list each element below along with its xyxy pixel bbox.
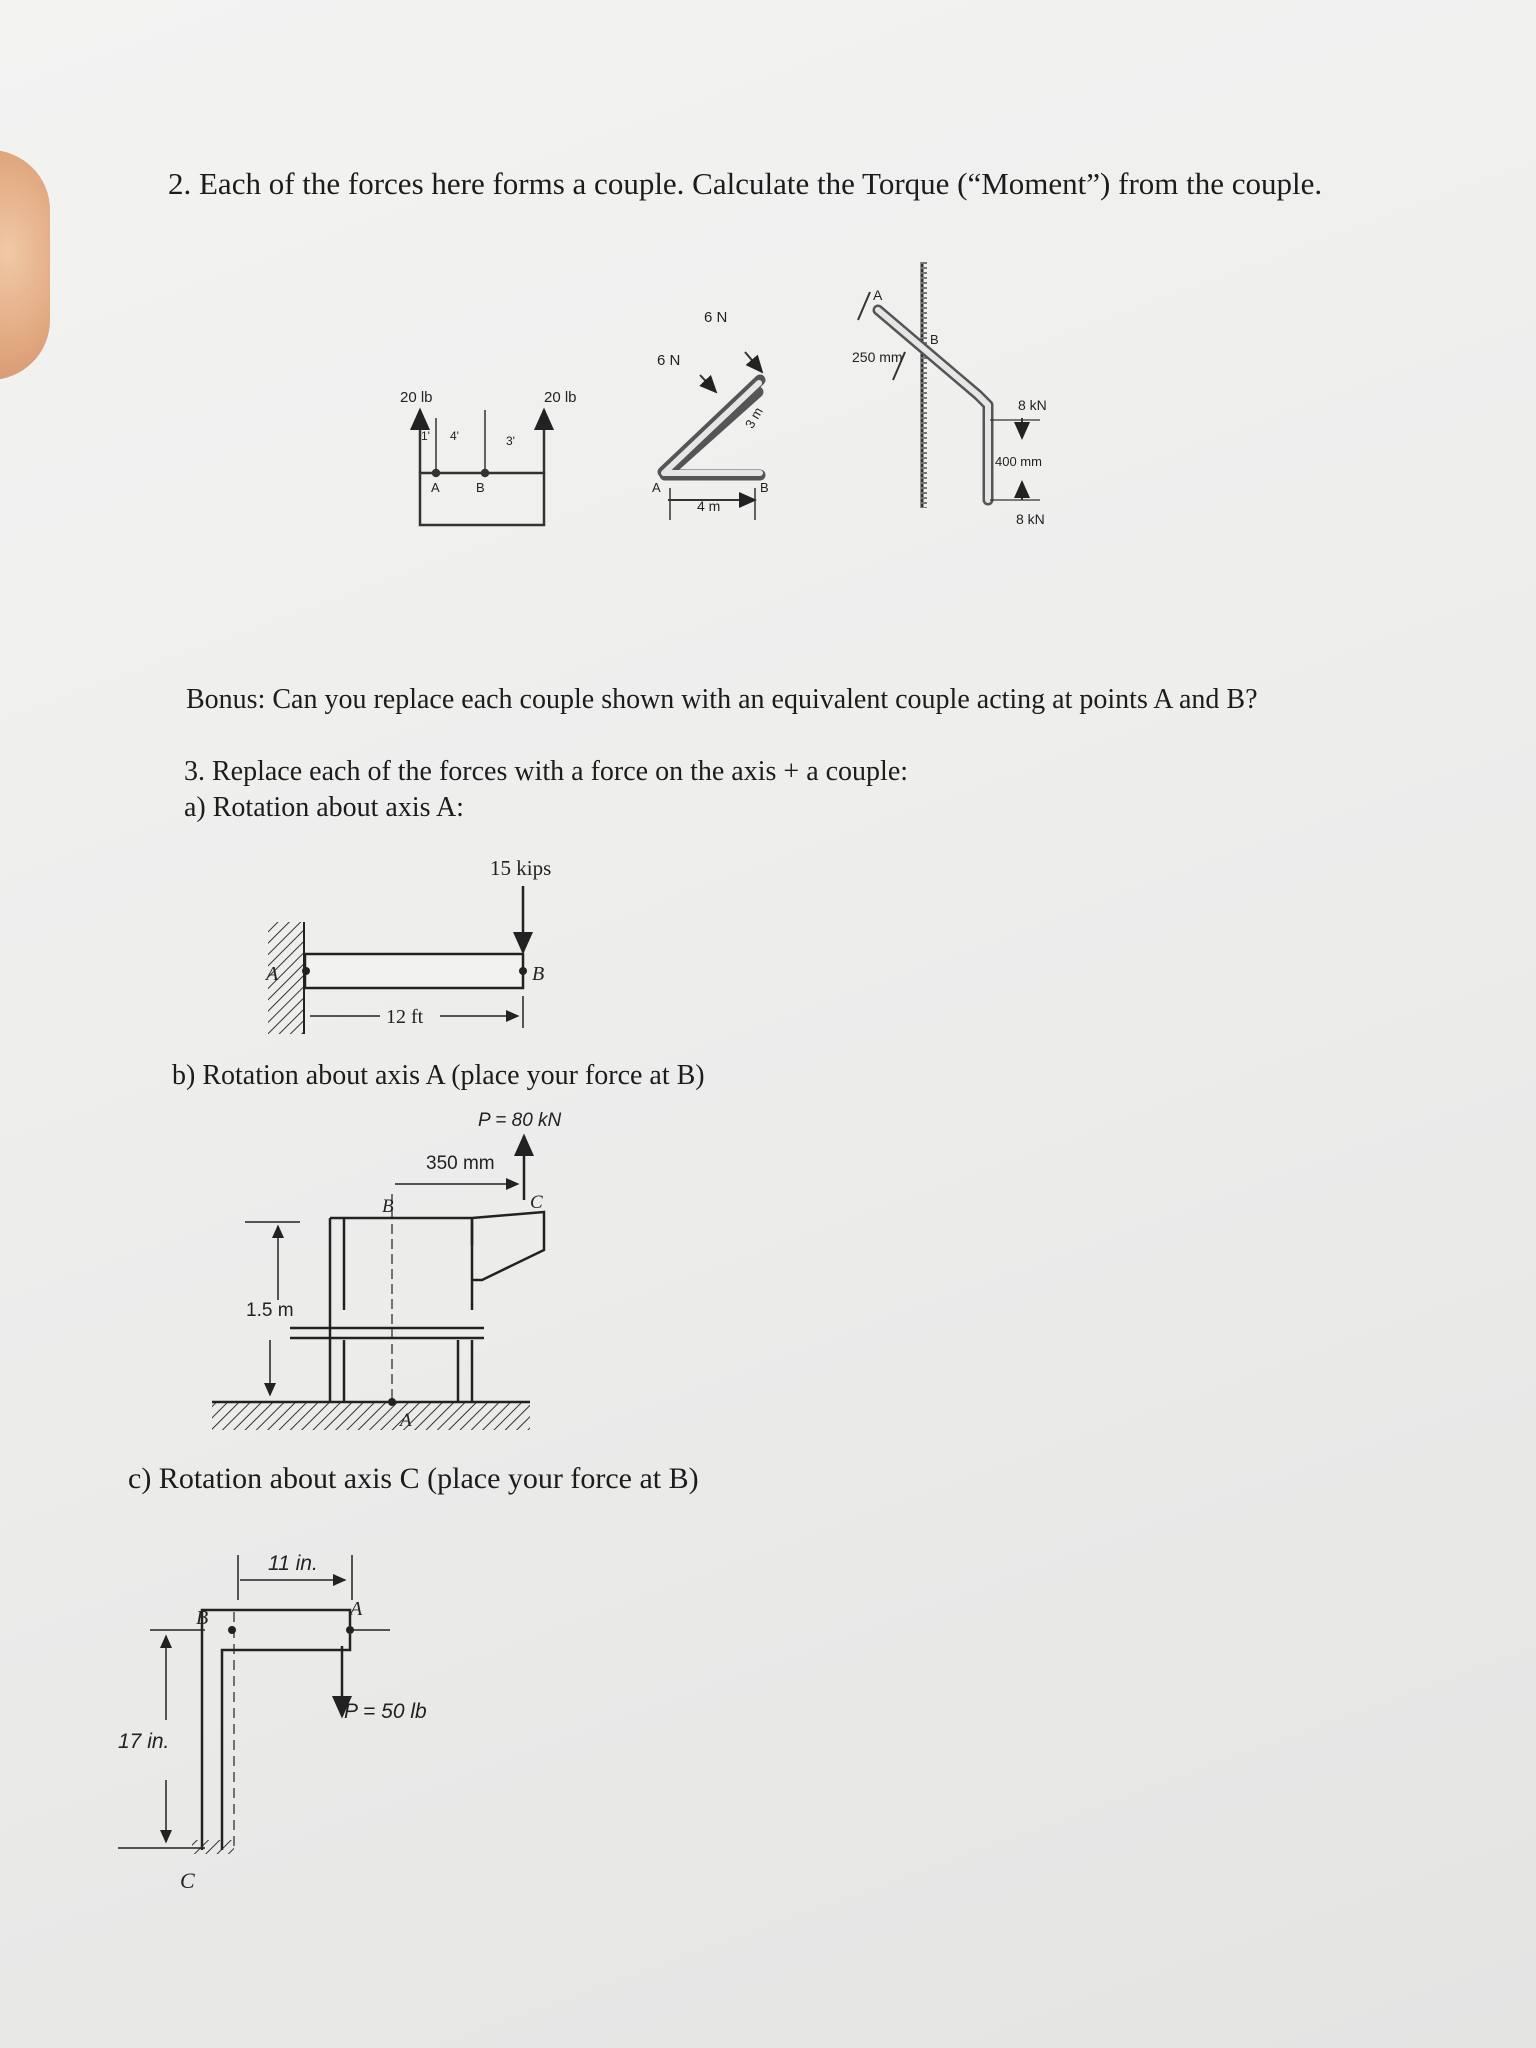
fig1-dim1: 1' — [421, 429, 430, 443]
fig-c-point-c: C — [180, 1868, 195, 1893]
figure-couple-bent-rod — [858, 262, 1040, 508]
fig1-point-a: A — [431, 480, 440, 495]
fig2-dim-diag: 3 m — [741, 404, 766, 431]
fig-c-point-b: B — [196, 1607, 209, 1629]
fig-b-force: P = 80 kN — [478, 1110, 562, 1131]
fig3-force-bottom: 8 kN — [1016, 511, 1045, 527]
fig-c-dim-v: 17 in. — [118, 1730, 170, 1753]
fig3-point-b: B — [930, 332, 939, 347]
fig2-dim-base: 4 m — [697, 498, 721, 514]
fig1-force-right: 20 lb — [544, 389, 577, 406]
fig-b-dim-v: 1.5 m — [246, 1300, 294, 1321]
fig-b-point-b: B — [382, 1196, 394, 1217]
fig-a-force: 15 kips — [490, 856, 552, 880]
fig-a-point-b: B — [532, 963, 545, 985]
fig-a-point-a: A — [266, 963, 279, 985]
question-3c-text: c) Rotation about axis C (place your force at B) — [128, 1462, 699, 1495]
fig-c-force: P = 50 lb — [344, 1700, 427, 1723]
question-2-text: 2. Each of the forces here forms a couple. Calculate the Torque (“Moment”) from the couple. — [168, 166, 1323, 201]
fig2-point-b: B — [760, 480, 769, 495]
question-3b-text: b) Rotation about axis A (place your force at B) — [172, 1060, 705, 1091]
fig-b-point-c: C — [530, 1192, 543, 1213]
fig2-force-left: 6 N — [657, 352, 681, 369]
fig-c-point-a: A — [350, 1598, 363, 1620]
fig3-dim1: 250 mm — [852, 349, 903, 365]
question-3-text: 3. Replace each of the forces with a force on the axis + a couple: — [184, 756, 909, 787]
figure-frame-bracket — [212, 1136, 544, 1430]
fig1-dim3: 3' — [506, 434, 515, 448]
fig3-dim2: 400 mm — [995, 454, 1042, 469]
fig1-point-b: B — [476, 480, 485, 495]
fig-a-length: 12 ft — [386, 1006, 424, 1028]
fig3-force-top: 8 kN — [1018, 397, 1047, 413]
figure-couple-rectangle — [420, 410, 544, 525]
fig1-force-left: 20 lb — [400, 389, 433, 406]
fig-c-dim-h: 11 in. — [268, 1552, 318, 1575]
fig-b-point-a: A — [400, 1410, 412, 1431]
fig3-point-a: A — [873, 287, 883, 303]
fig2-force-top: 6 N — [704, 309, 728, 326]
fig-b-dim-h: 350 mm — [426, 1153, 495, 1174]
bonus-text: Bonus: Can you replace each couple shown with an equivalent couple acting at points A and B? — [186, 684, 1258, 715]
question-3a-text: a) Rotation about axis A: — [184, 792, 464, 823]
fig2-point-a: A — [652, 480, 661, 495]
fig1-dim2: 4' — [450, 429, 459, 443]
